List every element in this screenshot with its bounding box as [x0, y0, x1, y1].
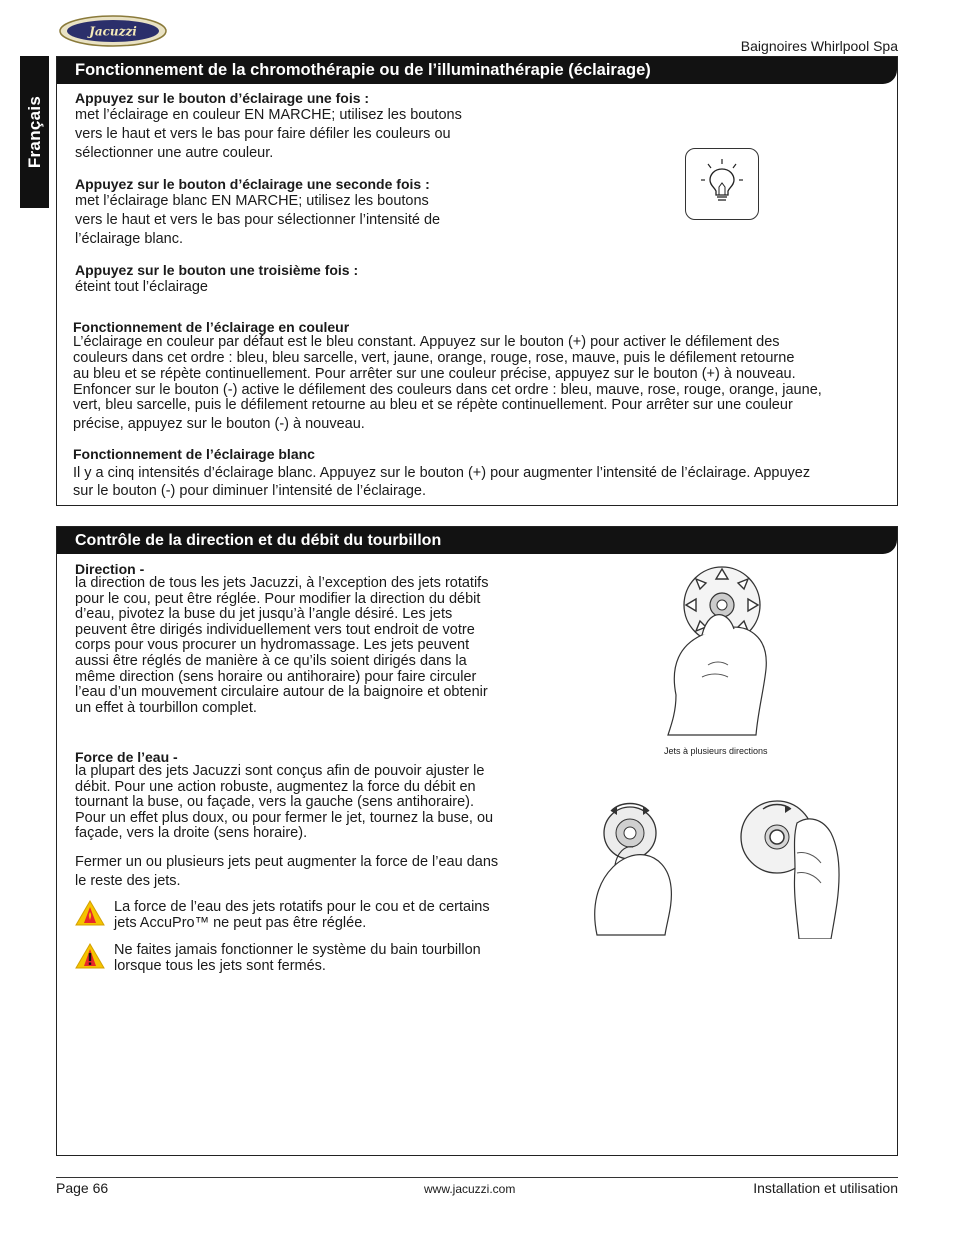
caution-warning-icon: [75, 943, 105, 969]
direction-line-4: peuvent être dirigés individuellement vers tout endroit de votre: [75, 621, 475, 638]
hot-surface-warning-icon: [75, 900, 105, 926]
press-once-heading: Appuyez sur le bouton d’éclairage une fois :: [75, 90, 370, 106]
color-line-3: au bleu et se répète continuellement. Pour arrêter sur une couleur précise, appuyez sur le bouton (+) à nouveau.: [73, 366, 796, 382]
press-twice-line-2: vers le haut et vers le bas pour sélectionner l’intensité de: [75, 212, 441, 228]
footer-divider: [56, 1177, 898, 1178]
press-once-line-3: sélectionner une autre couleur.: [75, 145, 274, 161]
lighting-section-title: Fonctionnement de la chromothérapie ou de l’illuminathérapie (éclairage): [57, 57, 897, 84]
clockwise-jet-illustration: [737, 793, 857, 939]
close-jets-line-1: Fermer un ou plusieurs jets peut augmenter la force de l’eau dans: [75, 854, 499, 870]
warning-2-line-1: Ne faites jamais fonctionner le système du bain tourbillon: [114, 942, 481, 958]
press-twice-line-1: met l’éclairage blanc EN MARCHE; utilisez les boutons: [75, 193, 429, 209]
direction-line-6: aussi être réglés de manière à ce qu’ils soient dirigés dans la: [75, 653, 467, 669]
press-third-heading: Appuyez sur le bouton une troisième fois :: [75, 262, 359, 278]
color-line-5: vert, bleu sarcelle, puis le défilement retourne au bleu et se répète continuellement. Pour arrêter sur une couleur: [73, 397, 793, 413]
jet-control-section: [56, 526, 898, 1156]
press-once-line-2: vers le haut et vers le bas pour faire défiler les couleurs ou: [75, 126, 451, 142]
force-heading: Force de l’eau -: [75, 749, 178, 765]
warning-1-line-2: jets AccuPro™ ne peut pas être réglée.: [114, 915, 367, 931]
force-line-3: tournant la buse, ou façade, vers la gauche (sens antihoraire).: [75, 794, 474, 811]
press-twice-line-3: l’éclairage blanc.: [75, 231, 184, 247]
jacuzzi-logo: [58, 14, 168, 48]
force-line-2: débit. Pour une action robuste, augmentez la force du débit en: [75, 778, 476, 795]
multi-direction-jet-illustration: [662, 565, 782, 737]
direction-line-2: pour le cou, peut être réglée. Pour modifier la direction du débit: [75, 590, 481, 607]
color-line-2: couleurs dans cet ordre : bleu, bleu sarcelle, vert, jaune, orange, rouge, rose, mauve, puis le défilement retourne: [73, 350, 795, 366]
color-line-4: Enfoncer sur le bouton (-) active le défilement des couleurs dans cet ordre : bleu, mauve, rose, rouge, orange, jaune,: [73, 382, 822, 398]
warning-2-line-2: lorsque tous les jets sont fermés.: [114, 958, 326, 974]
color-line-6: précise, appuyez sur le bouton (-) à nouveau.: [73, 416, 365, 432]
press-third-line-1: éteint tout l’éclairage: [75, 279, 208, 295]
direction-line-3: d’eau, pivotez la buse du jet jusqu’à l’angle désiré. Les jets: [75, 606, 453, 623]
svg-text:Jacuzzi: Jacuzzi: [89, 24, 137, 39]
color-lighting-heading: Fonctionnement de l’éclairage en couleur: [73, 319, 350, 335]
jet-control-section-title: Contrôle de la direction et du débit du tourbillon: [57, 527, 897, 554]
document-title: Baignoires Whirlpool Spa: [740, 38, 898, 54]
color-line-1: L’éclairage en couleur par défaut est le bleu constant. Appuyez sur le bouton (+) pour activer le défilement des: [73, 334, 780, 350]
language-tab: [20, 56, 49, 208]
direction-line-8: l’eau d’un mouvement circulaire autour de la baignoire et obtenir: [75, 684, 488, 701]
counterclockwise-jet-illustration: [587, 795, 707, 939]
press-twice-heading: Appuyez sur le bouton d’éclairage une seconde fois :: [75, 176, 430, 192]
white-line-2: sur le bouton (-) pour diminuer l’intensité de l’éclairage.: [73, 483, 427, 499]
white-line-1: Il y a cinq intensités d’éclairage blanc. Appuyez sur le bouton (+) pour augmenter l’intensité de l’éclairage. Appuyez: [73, 465, 811, 481]
direction-heading: Direction -: [75, 561, 145, 577]
close-jets-line-2: le reste des jets.: [75, 873, 181, 889]
website-url[interactable]: www.jacuzzi.com: [424, 1182, 516, 1196]
footer-section-title: Installation et utilisation: [753, 1180, 898, 1196]
page-number: Page 66: [56, 1180, 109, 1196]
direction-line-9: un effet à tourbillon complet.: [75, 699, 257, 716]
direction-line-1: la direction de tous les jets Jacuzzi, à l’exception des jets rotatifs: [75, 575, 489, 591]
multi-direction-jet-caption: Jets à plusieurs directions: [664, 746, 768, 756]
lighting-section: [56, 56, 898, 506]
white-lighting-heading: Fonctionnement de l’éclairage blanc: [73, 446, 315, 462]
force-line-4: Pour un effet plus doux, ou pour fermer le jet, tournez la buse, ou: [75, 809, 494, 826]
warning-1-line-1: La force de l’eau des jets rotatifs pour le cou et de certains: [114, 899, 490, 915]
direction-line-7: même direction (sens horaire ou antihoraire) pour faire circuler: [75, 668, 477, 685]
lightbulb-icon: [686, 149, 758, 219]
force-line-5: façade, vers la droite (sens horaire).: [75, 825, 308, 842]
direction-line-5: corps pour vous procurer un hydromassage. Les jets peuvent: [75, 637, 470, 654]
force-line-1: la plupart des jets Jacuzzi sont conçus afin de pouvoir ajuster le: [75, 763, 485, 779]
light-button-illustration: [685, 148, 759, 220]
press-once-line-1: met l’éclairage en couleur EN MARCHE; utilisez les boutons: [75, 107, 462, 123]
language-tab-label: Français: [24, 95, 44, 169]
